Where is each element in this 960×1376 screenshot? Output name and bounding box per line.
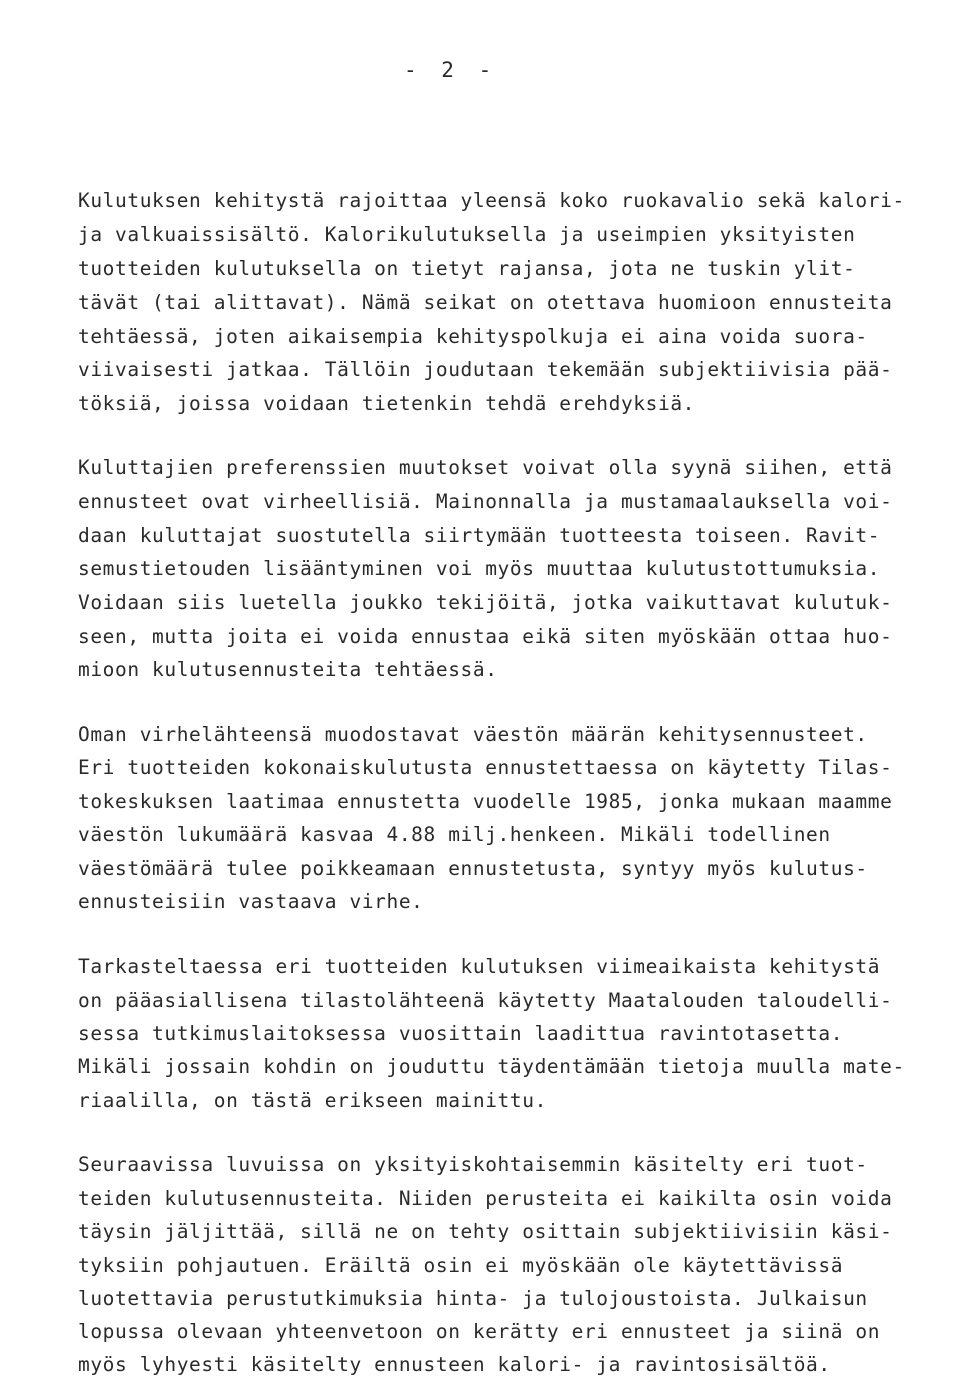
text-line: ennusteet ovat virheellisiä. Mainonnalla ja mustamaalauksella voi-	[78, 490, 893, 513]
text-line: viivaisesti jatkaa. Tällöin joudutaan tekemään subjektiivisia pää-	[78, 358, 893, 381]
text-line: sessa tutkimuslaitoksessa vuosittain laadittua ravintotasetta.	[78, 1022, 844, 1045]
text-line: on pääasiallisena tilastolähteenä käytetty Maatalouden taloudelli-	[78, 989, 893, 1012]
text-line: semustietouden lisääntyminen voi myös muuttaa kulutustottumuksia.	[78, 557, 881, 580]
text-line: Eri tuotteiden kokonaiskulutusta ennustettaessa on käytetty Tilas-	[78, 756, 893, 779]
text-line: tuotteiden kulutuksella on tietyt rajansa, jota ne tuskin ylit-	[78, 257, 856, 280]
text-line: mioon kulutusennusteita tehtäessä.	[78, 658, 498, 681]
text-line: lopussa olevaan yhteenvetoon on kerätty eri ennusteet ja siinä on	[78, 1320, 881, 1343]
text-line: seen, mutta joita ei voida ennustaa eikä siten myöskään ottaa huo-	[78, 625, 893, 648]
page-number: - 2 -	[404, 58, 498, 82]
text-line: Tarkasteltaessa eri tuotteiden kulutuksen viimeaikaista kehitystä	[78, 955, 881, 978]
text-line: Voidaan siis luetella joukko tekijöitä, jotka vaikuttavat kulutuk-	[78, 591, 893, 614]
text-line: täysin jäljittää, sillä ne on tehty osittain subjektiivisiin käsi-	[78, 1220, 893, 1243]
text-line: daan kuluttajat suostutella siirtymään tuotteesta toiseen. Ravit-	[78, 524, 881, 547]
text-line: väestön lukumäärä kasvaa 4.88 milj.henkeen. Mikäli todellinen	[78, 823, 831, 846]
text-line: Kulutuksen kehitystä rajoittaa yleensä koko ruokavalio sekä kalori-	[78, 189, 905, 212]
text-line: teiden kulutusennusteita. Niiden perusteita ei kaikilta osin voida	[78, 1187, 893, 1210]
text-line: riaalilla, on tästä erikseen mainittu.	[78, 1089, 547, 1112]
text-line: Oman virhelähteensä muodostavat väestön määrän kehitysennusteet.	[78, 723, 868, 746]
text-line: tyksiin pohjautuen. Eräiltä osin ei myöskään ole käytettävissä	[78, 1254, 844, 1277]
text-line: töksiä, joissa voidaan tietenkin tehdä erehdyksiä.	[78, 392, 695, 415]
text-line: ja valkuaissisältö. Kalorikulutuksella ja useimpien yksityisten	[78, 223, 856, 246]
text-line: Seuraavissa luvuissa on yksityiskohtaisemmin käsitelty eri tuot-	[78, 1153, 868, 1176]
text-line: tokeskuksen laatimaa ennustetta vuodelle 1985, jonka mukaan maamme	[78, 790, 893, 813]
text-line: tehtäessä, joten aikaisempia kehityspolkuja ei aina voida suora-	[78, 325, 868, 348]
text-line: luotettavia perustutkimuksia hinta- ja tulojoustoista. Julkaisun	[78, 1287, 868, 1310]
text-line: Kuluttajien preferenssien muutokset voivat olla syynä siihen, että	[78, 456, 893, 479]
text-line: tävät (tai alittavat). Nämä seikat on otettava huomioon ennusteita	[78, 291, 893, 314]
text-line: Mikäli jossain kohdin on jouduttu täydentämään tietoja muulla mate-	[78, 1055, 905, 1078]
text-line: myös lyhyesti käsitelty ennusteen kalori- ja ravintosisältöä.	[78, 1353, 831, 1376]
text-line: väestömäärä tulee poikkeamaan ennustetusta, syntyy myös kulutus-	[78, 857, 868, 880]
text-line: ennusteisiin vastaava virhe.	[78, 890, 424, 913]
